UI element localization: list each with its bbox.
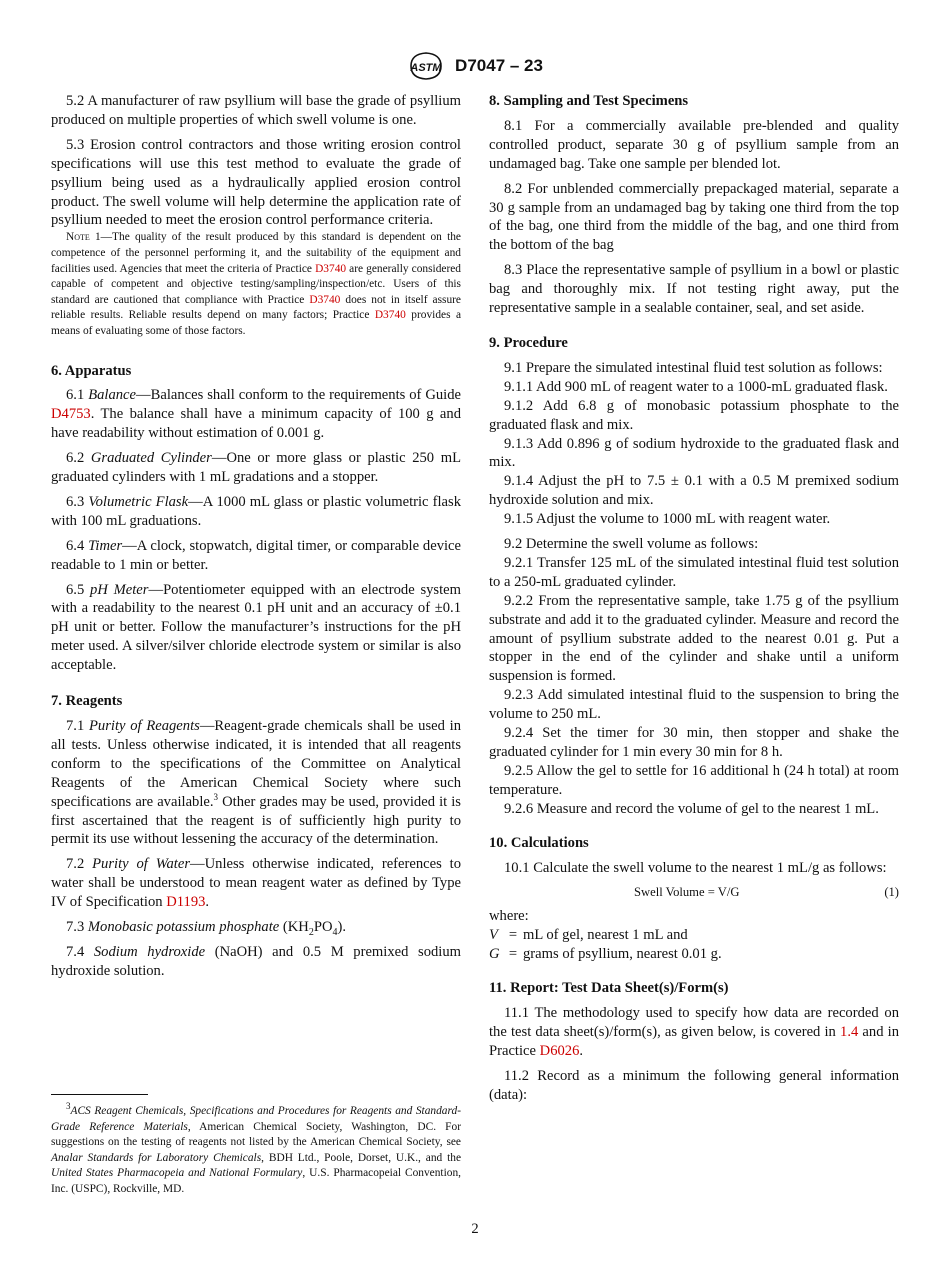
paragraph-6-3: 6.3 Volumetric Flask—A 1000 mL glass or plastic volumetric flask with 100 mL graduations. (51, 493, 461, 529)
paragraph-8-1: 8.1 For a commercially available pre-blended and quality controlled product, separate 30 g of psyllium sample from an undamaged bag. Take one sample per blended lot. (489, 117, 899, 172)
standard-designation: D7047 – 23 (455, 56, 543, 75)
page-header (0, 50, 950, 82)
paragraph-8-2: 8.2 For unblended commercially prepackaged material, separate a 30 g sample from an undamaged bag by taking one third from the top of the bag, one third from the middle of the bag, and one third from the bottom of the bag (489, 180, 899, 254)
paragraph-9-2-1: 9.2.1 Transfer 125 mL of the simulated intestinal fluid test solution to a 250-mL graduated cylinder. (489, 554, 899, 590)
ref-d6026[interactable]: D6026 (539, 1042, 580, 1059)
ref-d1193[interactable]: D1193 (166, 894, 206, 911)
right-column (489, 92, 899, 1105)
footnote-divider (51, 1094, 148, 1095)
paragraph-6-4: 6.4 Timer—A clock, stopwatch, digital timer, or comparable device readable to 1 min or better. (51, 537, 462, 573)
paragraph-9-1-4: 9.1.4 Adjust the pH to 7.5 ± 0.1 with a 0.5 M premixed sodium hydroxide solution and mix. (489, 473, 899, 509)
section-heading-11: 11. Report: Test Data Sheet(s)/Form(s) (489, 980, 729, 997)
footnote-3: $^3$ACS Reagent Chemicals, Specifications and Procedures for Reagents and Standard-Grade Reference Materials, American Chemical Society, Washington, DC. For suggestions on the testing of reagents not listed by the American Chemical Society, see Analar Standards for Laboratory Chemicals, BDH Ltd., Poole, Dorset, U.K., and the United States Pharmacopeia and National Formulary, U.S. Pharmacopeial Convention, Inc. (USPC), Rockville, MD. (51, 1101, 462, 1195)
ref-section-1-4[interactable]: 1.4 (840, 1023, 859, 1040)
ref-d3740[interactable]: D3740 (374, 309, 406, 322)
footnote-marker: 3 (213, 791, 219, 802)
equation-text: Swell Volume = V/G (634, 885, 740, 900)
paragraph-6-2: 6.2 Graduated Cylinder—One or more glass or plastic 250 mL graduated cylinders with 1 mL gradations and a stopper. (51, 450, 461, 486)
svg-text:ASTM: ASTM (410, 62, 442, 74)
where-label: where: (489, 908, 529, 925)
equation-number: (1) (884, 885, 899, 900)
paragraph-9-2-5: 9.2.5 Allow the gel to settle for 16 additional h (24 h total) at room temperature. (489, 762, 899, 798)
paragraph-6-5: 6.5 pH Meter—Potentiometer equipped with an electrode system with a readability to the nearest 0.1 pH unit and an accuracy of ±0.1 pH unit or better. Follow the manufacturer’s instructions for the pH meter used. A silver/silver chloride electrode system or similar is also acceptable. (51, 581, 461, 674)
paragraph-9-2-3: 9.2.3 Add simulated intestinal fluid to the suspension to bring the volume to 250 mL. (489, 687, 899, 723)
note-1: Note 1—The quality of the result produced by this standard is dependent on the competence of the personnel performing it, and the suitability of the equipment and facilities used. Agencies that meet the criteria of Practice D3740 are generally considered capable of competent and objective testing/sampling/inspection/etc. Users of this standard are cautioned that compliance with Practice D3740 does not in itself assure reliable results. Reliable results depend on many factors; Practice D3740 provides a means of evaluating some of those factors. (51, 231, 462, 337)
paragraph-10-1: 10.1 Calculate the swell volume to the nearest 1 mL/g as follows: (504, 859, 887, 876)
paragraph-11-1: 11.1 The methodology used to specify how data are recorded on the test data sheet(s)/form(s), as given below, is covered in 1.4 and in Practice D6026. (489, 1005, 899, 1059)
left-column (51, 92, 461, 981)
ref-d3740[interactable]: D3740 (315, 262, 347, 275)
note-label: Note (66, 231, 90, 244)
paragraph-11-2: 11.2 Record as a minimum the following general information (data): (489, 1067, 899, 1103)
paragraph-5-2: 5.2 A manufacturer of raw psyllium will base the grade of psyllium produced on multiple properties of which swell volume is one. (51, 93, 461, 128)
paragraph-9-1-3: 9.1.3 Add 0.896 g of sodium hydroxide to the graduated flask and mix. (489, 435, 899, 471)
definition-row: G = grams of psyllium, nearest 0.01 g. (489, 946, 722, 963)
astm-logo-icon (407, 50, 445, 82)
paragraph-7-3: 7.3 Monobasic potassium phosphate $(KH_2PO_4)$. (66, 919, 346, 938)
paragraph-9-2: 9.2 Determine the swell volume as follows: (504, 536, 759, 553)
section-heading-6: 6. Apparatus (51, 362, 132, 379)
paragraph-9-1: 9.1 Prepare the simulated intestinal fluid test solution as follows: (504, 359, 883, 376)
paragraph-9-1-1: 9.1.1 Add 900 mL of reagent water to a 1000-mL graduated flask. (504, 378, 888, 395)
ref-d3740[interactable]: D3740 (309, 293, 341, 306)
equation-1 (489, 877, 899, 907)
paragraph-5-3: 5.3 Erosion control contractors and those writing erosion control specifications will use this test method to evaluate the grade of psyllium being used as a hydraulically applied erosion control product. The swell volume will help determine the application rate of psyllium needed to meet the erosion control performance criteria. (51, 136, 461, 229)
section-heading-10: 10. Calculations (489, 834, 589, 851)
section-heading-8: 8. Sampling and Test Specimens (489, 93, 689, 109)
paragraph-7-1: 7.1 Purity of Reagents—Reagent-grade chemicals shall be used in all tests. Unless otherwise indicated, it is intended that all reagents conform to the specifications of the Committee on Analytical Reagents of the American Chemical Society where such specifications are available.$^3$ Other grades may be used, provided it is first ascertained that the reagent is of sufficiently high purity to permit its use without lessening the accuracy of the determination. (51, 718, 461, 848)
page-number: 2 (471, 1221, 479, 1237)
paragraph-9-1-5: 9.1.5 Adjust the volume to 1000 mL with reagent water. (504, 511, 831, 528)
definition-row: V = mL of gel, nearest 1 mL and (489, 927, 688, 944)
section-heading-9: 9. Procedure (489, 334, 568, 351)
paragraph-9-2-6: 9.2.6 Measure and record the volume of gel to the nearest 1 mL. (504, 800, 879, 817)
ref-d4753[interactable]: D4753 (51, 406, 91, 423)
paragraph-9-2-2: 9.2.2 From the representative sample, take 1.75 g of the psyllium substrate and add it to the graduated cylinder. Measure and record the amount of psyllium substrate added to the nearest 0.01 g. Put a stopper in the end of the cylinder and shake until a uniform suspension is formed. (489, 592, 899, 685)
paragraph-8-3: 8.3 Place the representative sample of psyllium in a bowl or plastic bag and thoroughly mix. If not testing right away, put the representative sample in a sealable container, seal, and set aside. (489, 262, 899, 317)
paragraph-9-1-2: 9.1.2 Add 6.8 g of monobasic potassium phosphate to the graduated flask and mix. (489, 397, 899, 433)
paragraph-9-2-4: 9.2.4 Set the timer for 30 min, then stopper and shake the graduated cylinder for 1 min every 30 min for 8 h. (489, 725, 899, 760)
section-heading-7: 7. Reagents (51, 693, 123, 710)
paragraph-7-2: 7.2 Purity of Water—Unless otherwise indicated, references to water shall be understood to mean reagent water as defined by Type IV of Specification D1193. (51, 856, 462, 911)
paragraph-7-4: 7.4 Sodium hydroxide (NaOH) and 0.5 M premixed sodium hydroxide solution. (51, 943, 461, 979)
paragraph-6-1: 6.1 Balance—Balances shall conform to the requirements of Guide D4753. The balance shall have a minimum capacity of 100 g and have readability without estimation of 0.001 g. (51, 387, 462, 442)
